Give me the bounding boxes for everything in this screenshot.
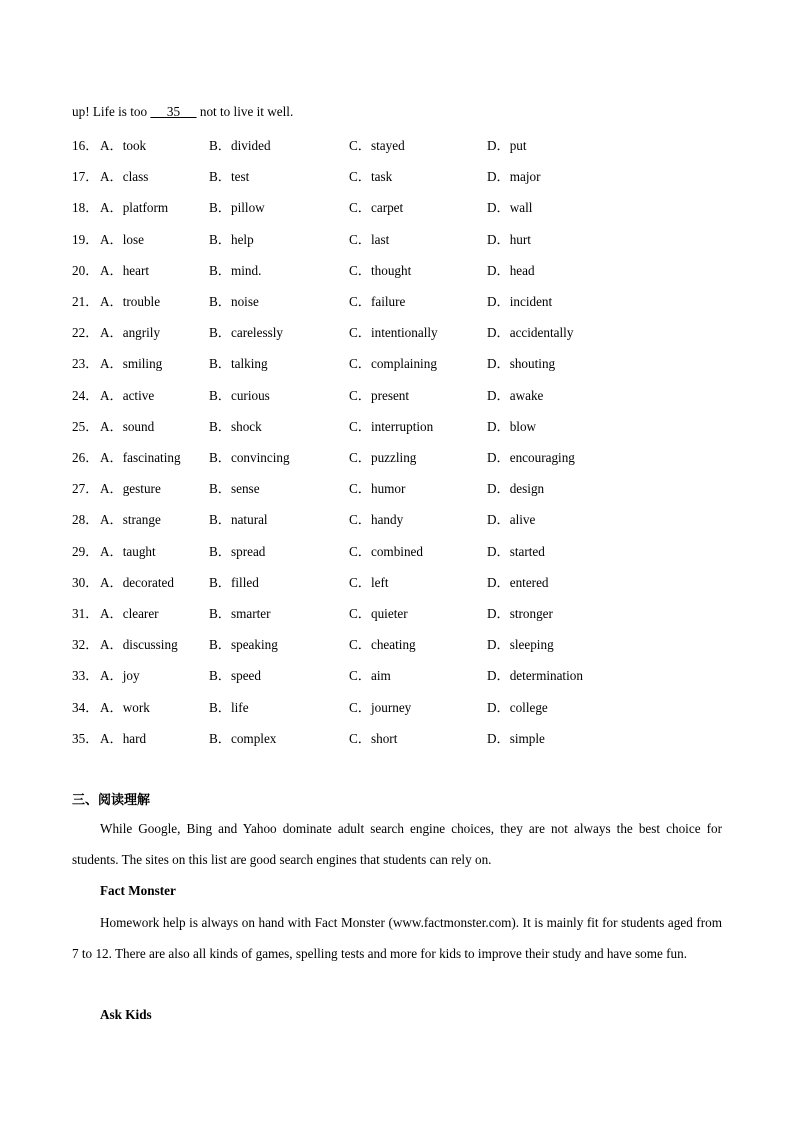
question-number: 35． [72, 730, 99, 746]
question-number: 21． [72, 294, 99, 309]
option-b: B．divided [209, 138, 271, 153]
option-a: A．decorated [100, 574, 174, 590]
option-b: B．help [209, 231, 254, 247]
option-c: C．complaining [349, 356, 437, 372]
option-d: D．major [487, 169, 541, 185]
option-a: A．trouble [100, 294, 161, 309]
question-number: 22． [72, 325, 99, 341]
question-number: 25． [72, 418, 99, 434]
option-d: D．incident [487, 294, 553, 309]
option-a: A．work [100, 699, 150, 715]
option-d: D．stronger [487, 606, 553, 621]
option-a: A．fascinating [100, 450, 181, 465]
option-a: A．taught [100, 543, 156, 559]
option-a: A．clearer [100, 606, 159, 621]
option-b: B．noise [209, 294, 259, 309]
option-a: A．smiling [100, 356, 163, 372]
option-a: A．joy [100, 668, 140, 684]
option-c: C．carpet [349, 200, 404, 216]
option-d: D．put [487, 138, 527, 153]
option-d: D．blow [487, 418, 537, 434]
intro-line [72, 104, 293, 120]
intro-before: up! Life is too [72, 104, 151, 119]
question-number: 23． [72, 356, 99, 372]
question-number: 18． [72, 200, 99, 216]
option-b: B．talking [209, 356, 268, 372]
option-a: A．heart [100, 262, 150, 278]
option-a: A．gesture [100, 481, 161, 497]
option-b: B．filled [209, 574, 259, 590]
option-b: B．spread [209, 543, 266, 559]
option-c: C．quieter [349, 606, 408, 621]
question-number: 24． [72, 387, 99, 403]
option-b: B．test [209, 169, 250, 185]
fact-monster-paragraph: Homework help is always on hand with Fact Monster (www.factmonster.com). It is mainly fit for students aged from 7 to 12. There are also all kinds of games, spelling tests and more for kids to improve their study and have some fun. [72, 915, 722, 961]
option-c: C．last [349, 231, 390, 247]
question-number: 17． [72, 169, 99, 185]
option-a: A．lose [100, 231, 144, 247]
option-a: A．active [100, 387, 155, 403]
option-d: D．determination [487, 668, 583, 684]
option-d: D．simple [487, 730, 545, 746]
option-b: B．mind. [209, 262, 262, 278]
option-c: C．journey [349, 699, 412, 715]
question-number: 26． [72, 450, 99, 465]
option-a: A．took [100, 138, 147, 153]
option-c: C．intentionally [349, 325, 438, 341]
intro-paragraph: While Google, Bing and Yahoo dominate adult search engine choices, they are not always the best choice for students. The sites on this list are good search engines that students can rely on. [72, 821, 722, 867]
option-a: A．strange [100, 512, 161, 528]
option-d: D．shouting [487, 356, 556, 372]
option-b: B．curious [209, 387, 270, 403]
option-b: B．carelessly [209, 325, 283, 341]
option-d: D．alive [487, 512, 536, 528]
option-b: B．smarter [209, 606, 271, 621]
option-b: B．sense [209, 481, 260, 497]
option-c: C．puzzling [349, 450, 417, 465]
option-c: C．failure [349, 294, 406, 309]
option-b: B．natural [209, 512, 268, 528]
option-c: C．aim [349, 668, 391, 684]
option-d: D．accidentally [487, 325, 574, 341]
ask-kids-heading: Ask Kids [100, 1007, 152, 1022]
question-number: 28． [72, 512, 99, 528]
option-d: D．college [487, 699, 548, 715]
fact-monster-heading: Fact Monster [100, 883, 176, 898]
section-title: 三、阅读理解 [72, 793, 151, 808]
question-number: 27． [72, 481, 99, 497]
option-c: C．handy [349, 512, 404, 528]
option-b: B．complex [209, 730, 277, 746]
question-number: 33． [72, 668, 99, 684]
question-number: 29． [72, 543, 99, 559]
question-number: 16． [72, 138, 99, 153]
option-c: C．combined [349, 543, 423, 559]
option-d: D．design [487, 481, 545, 497]
question-number: 32． [72, 637, 99, 653]
option-a: A．discussing [100, 637, 178, 653]
option-d: D．hurt [487, 231, 531, 247]
option-c: C．cheating [349, 637, 416, 653]
option-c: C．short [349, 730, 398, 746]
blank-35: 35 [166, 104, 181, 119]
option-a: A．platform [100, 200, 169, 216]
option-c: C．stayed [349, 138, 405, 153]
option-d: D．encouraging [487, 450, 575, 465]
option-a: A．sound [100, 418, 155, 434]
option-a: A．class [100, 169, 149, 185]
option-d: D．awake [487, 387, 544, 403]
question-number: 31． [72, 606, 99, 621]
option-d: D．started [487, 543, 545, 559]
option-d: D．wall [487, 200, 533, 216]
option-b: B．convincing [209, 450, 290, 465]
option-b: B．pillow [209, 200, 265, 216]
option-c: C．thought [349, 262, 412, 278]
intro-after: not to live it well. [196, 104, 294, 119]
option-d: D．sleeping [487, 637, 554, 653]
option-b: B．speed [209, 668, 262, 684]
question-number: 19． [72, 231, 99, 247]
option-c: C．task [349, 169, 393, 185]
option-c: C．left [349, 574, 389, 590]
option-c: C．present [349, 387, 410, 403]
question-number: 30． [72, 574, 99, 590]
option-b: B．speaking [209, 637, 278, 653]
option-b: B．life [209, 699, 249, 715]
option-a: A．hard [100, 730, 147, 746]
option-d: D．head [487, 262, 535, 278]
option-a: A．angrily [100, 325, 161, 341]
option-c: C．interruption [349, 418, 434, 434]
option-c: C．humor [349, 481, 406, 497]
question-number: 20． [72, 262, 99, 278]
option-d: D．entered [487, 574, 549, 590]
question-number: 34． [72, 699, 99, 715]
option-b: B．shock [209, 418, 262, 434]
